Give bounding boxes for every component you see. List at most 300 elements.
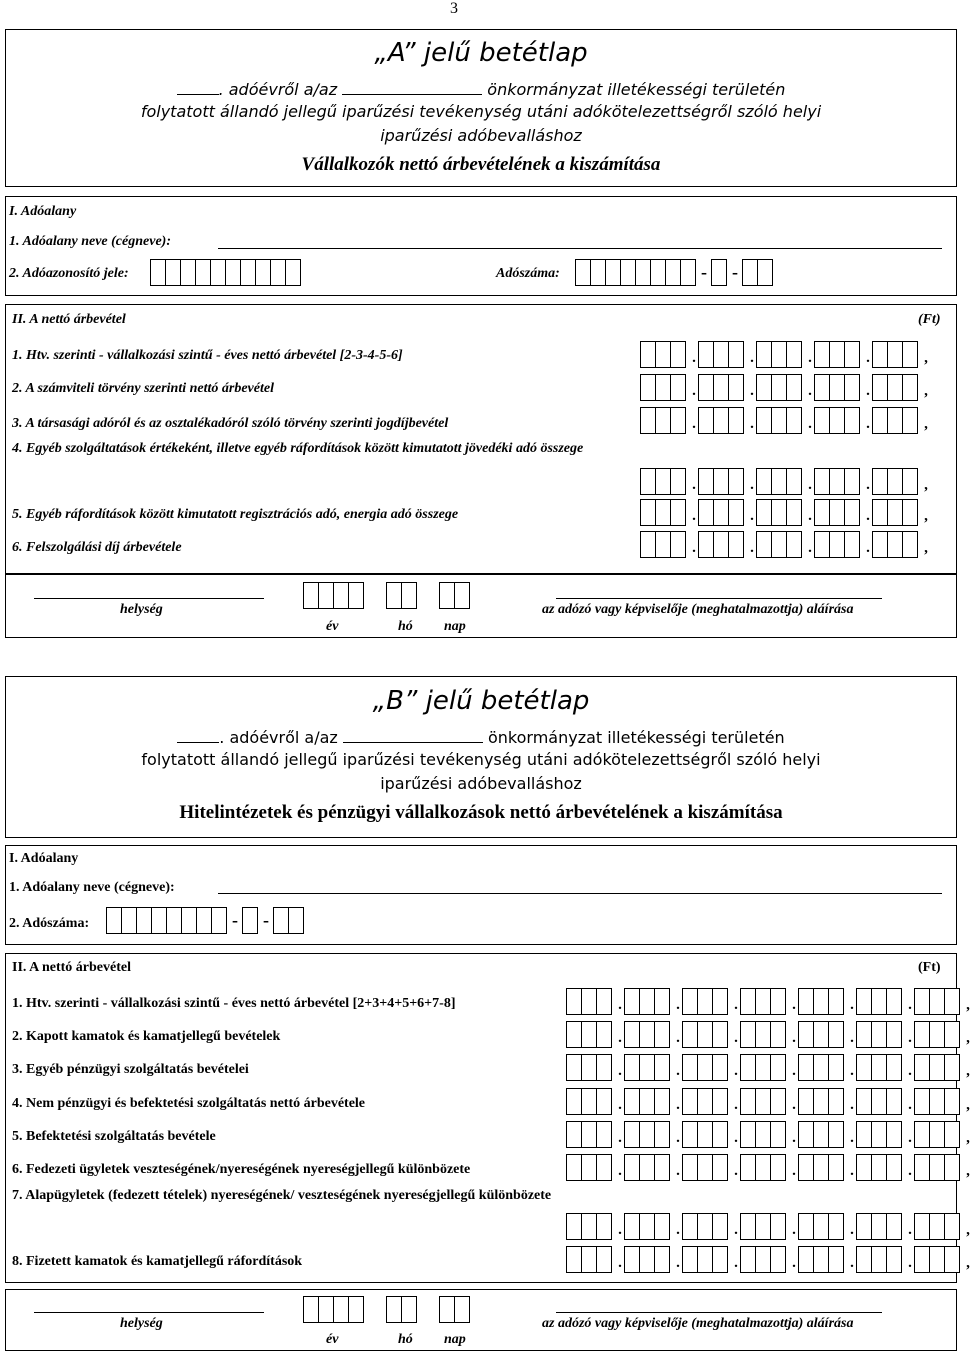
digit-group[interactable] xyxy=(566,1154,612,1181)
digit-box[interactable] xyxy=(655,468,671,495)
year-field[interactable] xyxy=(177,78,219,95)
digit-box[interactable] xyxy=(844,374,860,401)
digit-box[interactable] xyxy=(581,1054,597,1081)
digit-box[interactable] xyxy=(670,468,686,495)
digit-box[interactable] xyxy=(655,341,671,368)
digit-box[interactable] xyxy=(814,374,830,401)
digit-box[interactable] xyxy=(755,1213,771,1240)
digit-box[interactable] xyxy=(581,1088,597,1115)
digit-box[interactable] xyxy=(755,1088,771,1115)
form-b-place-line[interactable] xyxy=(34,1312,264,1313)
digit-box[interactable] xyxy=(713,407,729,434)
digit-box[interactable] xyxy=(771,341,787,368)
digit-box[interactable] xyxy=(682,1246,698,1273)
digit-box[interactable] xyxy=(770,1121,786,1148)
digit-group[interactable] xyxy=(856,1154,902,1181)
digit-box[interactable] xyxy=(640,341,656,368)
digit-box[interactable] xyxy=(771,468,787,495)
digit-box[interactable] xyxy=(712,1121,728,1148)
digit-group[interactable] xyxy=(740,1154,786,1181)
digit-box[interactable] xyxy=(813,1088,829,1115)
digit-box[interactable] xyxy=(829,341,845,368)
digit-box[interactable] xyxy=(697,1021,713,1048)
digit-box[interactable] xyxy=(886,1021,902,1048)
digit-box[interactable] xyxy=(914,1246,930,1273)
digit-group[interactable] xyxy=(640,374,686,401)
digit-group[interactable] xyxy=(914,1088,960,1115)
digit-group[interactable] xyxy=(798,1054,844,1081)
digit-box[interactable] xyxy=(770,988,786,1015)
digit-box[interactable] xyxy=(566,988,582,1015)
digit-box[interactable] xyxy=(698,499,714,526)
digit-box[interactable] xyxy=(624,1213,640,1240)
digit-box[interactable] xyxy=(914,1021,930,1048)
digit-box[interactable] xyxy=(698,374,714,401)
form-b-name-field[interactable] xyxy=(218,893,942,894)
digit-box[interactable] xyxy=(813,1021,829,1048)
digit-box[interactable] xyxy=(682,1121,698,1148)
digit-group[interactable] xyxy=(566,988,612,1015)
digit-group[interactable] xyxy=(682,1054,728,1081)
digit-box[interactable] xyxy=(828,1121,844,1148)
digit-box[interactable] xyxy=(640,407,656,434)
form-b-amount-7[interactable] xyxy=(566,1213,972,1240)
digit-group[interactable] xyxy=(624,988,670,1015)
digit-box[interactable] xyxy=(944,1121,960,1148)
digit-box[interactable] xyxy=(798,1021,814,1048)
digit-group[interactable] xyxy=(682,1121,728,1148)
digit-box[interactable] xyxy=(654,1021,670,1048)
digit-box[interactable] xyxy=(756,341,772,368)
digit-box[interactable] xyxy=(639,1213,655,1240)
digit-box[interactable] xyxy=(639,1121,655,1148)
digit-box[interactable] xyxy=(871,1088,887,1115)
digit-box[interactable] xyxy=(770,1213,786,1240)
digit-box[interactable] xyxy=(713,468,729,495)
digit-box[interactable] xyxy=(639,1054,655,1081)
digit-box[interactable] xyxy=(871,1054,887,1081)
digit-box[interactable] xyxy=(624,1054,640,1081)
digit-box[interactable] xyxy=(755,1246,771,1273)
digit-group[interactable] xyxy=(640,341,686,368)
form-a-taxnum-boxes[interactable]: - - xyxy=(575,259,773,286)
digit-box[interactable] xyxy=(640,531,656,558)
digit-group[interactable] xyxy=(798,1121,844,1148)
digit-group[interactable] xyxy=(856,1121,902,1148)
digit-box[interactable] xyxy=(872,341,888,368)
digit-group[interactable] xyxy=(698,531,744,558)
digit-box[interactable] xyxy=(670,499,686,526)
digit-box[interactable] xyxy=(872,468,888,495)
digit-box[interactable] xyxy=(712,1088,728,1115)
digit-group[interactable] xyxy=(682,1246,728,1273)
digit-box[interactable] xyxy=(798,1154,814,1181)
digit-box[interactable] xyxy=(786,407,802,434)
digit-box[interactable] xyxy=(682,1213,698,1240)
digit-box[interactable] xyxy=(639,1021,655,1048)
form-a-amount-1[interactable] xyxy=(640,341,930,368)
digit-group[interactable] xyxy=(566,1054,612,1081)
form-b-signature-line[interactable] xyxy=(556,1312,882,1313)
digit-group[interactable] xyxy=(756,407,802,434)
digit-box[interactable] xyxy=(872,531,888,558)
digit-group[interactable] xyxy=(740,1213,786,1240)
digit-box[interactable] xyxy=(929,1121,945,1148)
digit-box[interactable] xyxy=(682,1088,698,1115)
digit-box[interactable] xyxy=(596,1246,612,1273)
digit-box[interactable] xyxy=(756,468,772,495)
digit-box[interactable] xyxy=(828,1088,844,1115)
digit-box[interactable] xyxy=(697,1088,713,1115)
digit-box[interactable] xyxy=(712,1213,728,1240)
digit-box[interactable] xyxy=(786,341,802,368)
digit-box[interactable] xyxy=(624,1246,640,1273)
digit-box[interactable] xyxy=(944,1021,960,1048)
digit-group[interactable] xyxy=(698,468,744,495)
digit-box[interactable] xyxy=(828,1054,844,1081)
digit-box[interactable] xyxy=(654,1246,670,1273)
digit-box[interactable] xyxy=(698,531,714,558)
digit-box[interactable] xyxy=(655,499,671,526)
digit-group[interactable] xyxy=(914,1121,960,1148)
digit-box[interactable] xyxy=(713,531,729,558)
digit-box[interactable] xyxy=(856,988,872,1015)
digit-group[interactable] xyxy=(872,374,918,401)
digit-box[interactable] xyxy=(914,1154,930,1181)
digit-group[interactable] xyxy=(914,1213,960,1240)
digit-box[interactable] xyxy=(640,499,656,526)
digit-box[interactable] xyxy=(624,1121,640,1148)
digit-group[interactable] xyxy=(640,468,686,495)
digit-box[interactable] xyxy=(814,468,830,495)
digit-box[interactable] xyxy=(770,1154,786,1181)
digit-box[interactable] xyxy=(654,1054,670,1081)
digit-box[interactable] xyxy=(740,1021,756,1048)
digit-group[interactable] xyxy=(682,1021,728,1048)
digit-box[interactable] xyxy=(697,1154,713,1181)
form-b-amount-8[interactable] xyxy=(566,1246,972,1273)
digit-box[interactable] xyxy=(902,531,918,558)
digit-box[interactable] xyxy=(944,1213,960,1240)
digit-box[interactable] xyxy=(798,1054,814,1081)
digit-box[interactable] xyxy=(596,1021,612,1048)
digit-box[interactable] xyxy=(886,988,902,1015)
digit-group[interactable] xyxy=(682,1154,728,1181)
digit-box[interactable] xyxy=(944,1246,960,1273)
digit-box[interactable] xyxy=(786,468,802,495)
digit-box[interactable] xyxy=(856,1054,872,1081)
digit-group[interactable] xyxy=(814,407,860,434)
digit-box[interactable] xyxy=(886,1121,902,1148)
form-b-date-boxes[interactable] xyxy=(303,1296,474,1323)
digit-box[interactable] xyxy=(902,407,918,434)
digit-group[interactable] xyxy=(872,407,918,434)
digit-box[interactable] xyxy=(740,1154,756,1181)
digit-group[interactable] xyxy=(566,1213,612,1240)
digit-group[interactable] xyxy=(756,341,802,368)
digit-group[interactable] xyxy=(624,1088,670,1115)
digit-group[interactable] xyxy=(740,988,786,1015)
digit-box[interactable] xyxy=(887,407,903,434)
digit-group[interactable] xyxy=(798,1088,844,1115)
digit-box[interactable] xyxy=(654,1154,670,1181)
digit-box[interactable] xyxy=(798,1121,814,1148)
form-a-amount-5[interactable] xyxy=(640,499,930,526)
digit-box[interactable] xyxy=(740,1246,756,1273)
digit-box[interactable] xyxy=(828,1021,844,1048)
digit-box[interactable] xyxy=(770,1246,786,1273)
digit-box[interactable] xyxy=(828,988,844,1015)
digit-box[interactable] xyxy=(728,468,744,495)
digit-box[interactable] xyxy=(929,1088,945,1115)
digit-box[interactable] xyxy=(566,1154,582,1181)
digit-box[interactable] xyxy=(856,1246,872,1273)
form-b-amount-3[interactable] xyxy=(566,1054,972,1081)
digit-box[interactable] xyxy=(740,1121,756,1148)
digit-box[interactable] xyxy=(856,1213,872,1240)
digit-group[interactable] xyxy=(856,1246,902,1273)
digit-box[interactable] xyxy=(813,1154,829,1181)
digit-group[interactable] xyxy=(566,1121,612,1148)
digit-group[interactable] xyxy=(872,499,918,526)
digit-group[interactable] xyxy=(640,407,686,434)
digit-group[interactable] xyxy=(756,499,802,526)
digit-box[interactable] xyxy=(828,1213,844,1240)
digit-box[interactable] xyxy=(639,988,655,1015)
digit-group[interactable] xyxy=(856,1088,902,1115)
digit-box[interactable] xyxy=(698,407,714,434)
digit-box[interactable] xyxy=(596,1121,612,1148)
digit-group[interactable] xyxy=(640,531,686,558)
digit-box[interactable] xyxy=(887,374,903,401)
digit-group[interactable] xyxy=(756,374,802,401)
digit-box[interactable] xyxy=(813,1121,829,1148)
digit-group[interactable] xyxy=(624,1213,670,1240)
digit-box[interactable] xyxy=(813,1213,829,1240)
digit-group[interactable] xyxy=(740,1021,786,1048)
digit-box[interactable] xyxy=(713,341,729,368)
digit-box[interactable] xyxy=(756,499,772,526)
digit-box[interactable] xyxy=(624,1021,640,1048)
digit-group[interactable] xyxy=(856,1054,902,1081)
digit-group[interactable] xyxy=(914,1246,960,1273)
municipality-field[interactable] xyxy=(343,726,483,743)
digit-box[interactable] xyxy=(944,988,960,1015)
form-a-signature-line[interactable] xyxy=(556,598,882,599)
digit-box[interactable] xyxy=(786,499,802,526)
digit-box[interactable] xyxy=(581,1246,597,1273)
digit-box[interactable] xyxy=(728,374,744,401)
digit-box[interactable] xyxy=(856,1154,872,1181)
digit-box[interactable] xyxy=(887,499,903,526)
digit-box[interactable] xyxy=(798,1246,814,1273)
digit-box[interactable] xyxy=(902,374,918,401)
digit-box[interactable] xyxy=(670,374,686,401)
digit-box[interactable] xyxy=(798,1088,814,1115)
digit-box[interactable] xyxy=(712,1021,728,1048)
digit-group[interactable] xyxy=(914,1054,960,1081)
digit-group[interactable] xyxy=(698,499,744,526)
digit-box[interactable] xyxy=(814,531,830,558)
digit-box[interactable] xyxy=(856,1088,872,1115)
digit-box[interactable] xyxy=(886,1213,902,1240)
form-b-amount-5[interactable] xyxy=(566,1121,972,1148)
digit-box[interactable] xyxy=(655,374,671,401)
digit-box[interactable] xyxy=(828,1246,844,1273)
digit-box[interactable] xyxy=(771,531,787,558)
digit-group[interactable] xyxy=(566,1246,612,1273)
digit-box[interactable] xyxy=(944,1054,960,1081)
digit-box[interactable] xyxy=(639,1154,655,1181)
digit-box[interactable] xyxy=(581,1021,597,1048)
digit-box[interactable] xyxy=(756,374,772,401)
digit-box[interactable] xyxy=(566,1213,582,1240)
digit-group[interactable] xyxy=(698,341,744,368)
form-a-name-field[interactable] xyxy=(218,248,942,249)
digit-box[interactable] xyxy=(813,1054,829,1081)
digit-box[interactable] xyxy=(871,988,887,1015)
digit-box[interactable] xyxy=(871,1021,887,1048)
digit-box[interactable] xyxy=(654,1088,670,1115)
digit-box[interactable] xyxy=(654,1121,670,1148)
digit-group[interactable] xyxy=(740,1088,786,1115)
digit-box[interactable] xyxy=(844,407,860,434)
digit-box[interactable] xyxy=(872,499,888,526)
digit-box[interactable] xyxy=(887,468,903,495)
digit-box[interactable] xyxy=(640,374,656,401)
digit-box[interactable] xyxy=(914,1213,930,1240)
digit-box[interactable] xyxy=(740,1054,756,1081)
digit-box[interactable] xyxy=(886,1088,902,1115)
digit-box[interactable] xyxy=(828,1154,844,1181)
digit-box[interactable] xyxy=(786,531,802,558)
digit-box[interactable] xyxy=(698,341,714,368)
digit-box[interactable] xyxy=(755,1054,771,1081)
digit-box[interactable] xyxy=(914,1121,930,1148)
digit-group[interactable] xyxy=(624,1021,670,1048)
digit-group[interactable] xyxy=(756,468,802,495)
digit-box[interactable] xyxy=(640,468,656,495)
digit-box[interactable] xyxy=(682,988,698,1015)
digit-box[interactable] xyxy=(844,499,860,526)
year-field[interactable] xyxy=(177,726,219,743)
digit-box[interactable] xyxy=(698,468,714,495)
digit-group[interactable] xyxy=(914,1021,960,1048)
digit-group[interactable] xyxy=(624,1246,670,1273)
digit-box[interactable] xyxy=(697,1213,713,1240)
digit-box[interactable] xyxy=(944,1088,960,1115)
municipality-field[interactable] xyxy=(342,78,482,95)
digit-box[interactable] xyxy=(829,468,845,495)
digit-group[interactable] xyxy=(814,499,860,526)
digit-box[interactable] xyxy=(814,341,830,368)
digit-box[interactable] xyxy=(713,499,729,526)
digit-box[interactable] xyxy=(756,407,772,434)
digit-box[interactable] xyxy=(596,1088,612,1115)
digit-group[interactable] xyxy=(624,1154,670,1181)
digit-box[interactable] xyxy=(814,407,830,434)
digit-group[interactable] xyxy=(682,988,728,1015)
digit-box[interactable] xyxy=(829,499,845,526)
digit-box[interactable] xyxy=(596,988,612,1015)
digit-box[interactable] xyxy=(771,374,787,401)
digit-box[interactable] xyxy=(566,1246,582,1273)
digit-group[interactable] xyxy=(698,374,744,401)
digit-box[interactable] xyxy=(682,1021,698,1048)
digit-group[interactable] xyxy=(624,1054,670,1081)
digit-box[interactable] xyxy=(639,1088,655,1115)
digit-group[interactable] xyxy=(566,1021,612,1048)
digit-box[interactable] xyxy=(829,531,845,558)
digit-box[interactable] xyxy=(798,988,814,1015)
digit-box[interactable] xyxy=(887,341,903,368)
form-b-amount-4[interactable] xyxy=(566,1088,972,1115)
digit-box[interactable] xyxy=(829,374,845,401)
digit-box[interactable] xyxy=(886,1246,902,1273)
digit-group[interactable] xyxy=(740,1054,786,1081)
digit-box[interactable] xyxy=(914,1088,930,1115)
digit-box[interactable] xyxy=(929,1246,945,1273)
digit-group[interactable] xyxy=(682,1213,728,1240)
digit-box[interactable] xyxy=(872,407,888,434)
digit-box[interactable] xyxy=(914,988,930,1015)
digit-box[interactable] xyxy=(596,1154,612,1181)
digit-box[interactable] xyxy=(712,988,728,1015)
digit-group[interactable] xyxy=(798,1213,844,1240)
digit-box[interactable] xyxy=(929,1054,945,1081)
digit-box[interactable] xyxy=(856,1121,872,1148)
form-a-amount-6[interactable] xyxy=(640,531,930,558)
digit-box[interactable] xyxy=(886,1154,902,1181)
digit-box[interactable] xyxy=(856,1021,872,1048)
digit-group[interactable] xyxy=(624,1121,670,1148)
digit-box[interactable] xyxy=(929,1021,945,1048)
digit-box[interactable] xyxy=(728,407,744,434)
form-a-amount-2[interactable] xyxy=(640,374,930,401)
digit-box[interactable] xyxy=(682,1054,698,1081)
digit-group[interactable] xyxy=(698,407,744,434)
digit-box[interactable] xyxy=(755,988,771,1015)
digit-box[interactable] xyxy=(770,1088,786,1115)
digit-box[interactable] xyxy=(871,1121,887,1148)
digit-box[interactable] xyxy=(929,1154,945,1181)
digit-group[interactable] xyxy=(798,1246,844,1273)
digit-box[interactable] xyxy=(814,499,830,526)
digit-group[interactable] xyxy=(856,988,902,1015)
digit-box[interactable] xyxy=(770,1054,786,1081)
digit-box[interactable] xyxy=(728,531,744,558)
digit-group[interactable] xyxy=(566,1088,612,1115)
digit-group[interactable] xyxy=(640,499,686,526)
digit-box[interactable] xyxy=(902,468,918,495)
digit-box[interactable] xyxy=(581,1121,597,1148)
digit-group[interactable] xyxy=(756,531,802,558)
digit-box[interactable] xyxy=(566,1121,582,1148)
digit-box[interactable] xyxy=(670,341,686,368)
digit-box[interactable] xyxy=(670,531,686,558)
form-b-amount-6[interactable] xyxy=(566,1154,972,1181)
digit-box[interactable] xyxy=(655,531,671,558)
digit-box[interactable] xyxy=(770,1021,786,1048)
digit-box[interactable] xyxy=(914,1054,930,1081)
digit-box[interactable] xyxy=(740,1088,756,1115)
digit-box[interactable] xyxy=(712,1246,728,1273)
digit-box[interactable] xyxy=(596,1054,612,1081)
digit-box[interactable] xyxy=(902,499,918,526)
digit-box[interactable] xyxy=(713,374,729,401)
digit-group[interactable] xyxy=(914,1154,960,1181)
digit-box[interactable] xyxy=(712,1054,728,1081)
